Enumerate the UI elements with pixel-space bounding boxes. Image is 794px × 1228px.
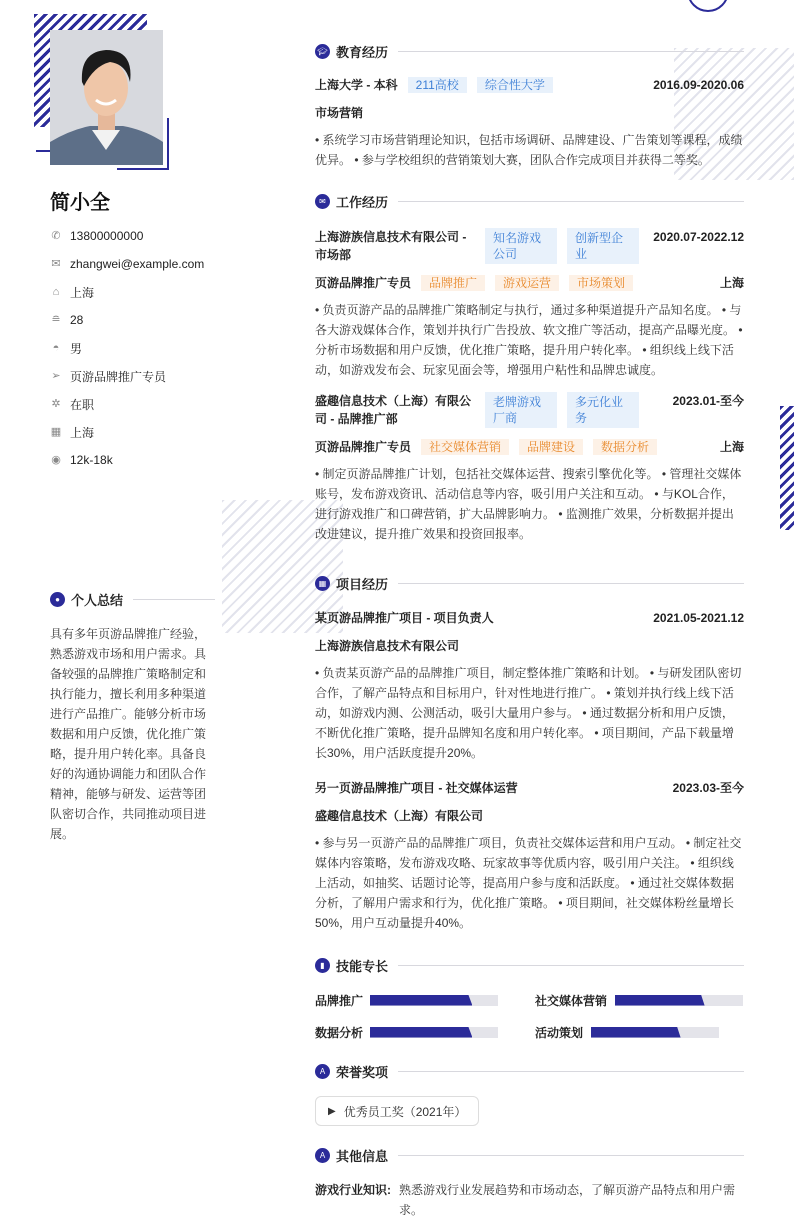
education-item	[315, 76, 744, 170]
expand-triangle-icon: ▶	[328, 1105, 336, 1117]
role-row	[315, 274, 744, 292]
award-label: 优秀员工奖（2021年）	[343, 1104, 467, 1119]
phone-icon: ✆	[51, 230, 61, 242]
description: • 制定页游品牌推广计划，包括社交媒体运营、搜索引擎优化等。 • 管理社交媒体账号，发布游戏资讯、活动信息等内容，吸引用户关注和互动。 • 与KOL合作，进行游戏推广和口碑营销，扩大品牌影响力。 • 监测推广效果，分析数据并提出改进建议，提升推广效果和投资回报率。	[315, 467, 742, 541]
role-wrap	[315, 438, 657, 456]
grid-icon: ▦	[315, 576, 330, 591]
date: 2021.05-2021.12	[653, 611, 744, 625]
send-icon: ➢	[51, 370, 61, 382]
section-title: 工作经历	[336, 195, 389, 210]
section-awards-header	[315, 1062, 744, 1081]
company: 上海游族信息技术有限公司 - 市场部	[315, 230, 467, 262]
home-icon: ⌂	[52, 286, 60, 298]
info-text: zhangwei@example.com	[70, 257, 205, 271]
mail-icon: ✉	[51, 258, 61, 270]
other-text: 熟悉游戏行业发展趋势和市场动态，了解页游产品特点和用户需求。	[399, 1183, 736, 1217]
tag: 游戏运营	[495, 275, 559, 291]
section-other-header	[315, 1146, 744, 1165]
gender-icon: ◓	[52, 342, 60, 354]
skill-item	[535, 1024, 719, 1040]
info-item	[50, 226, 143, 246]
info-item	[50, 450, 113, 470]
skill-bar-fill	[370, 995, 472, 1006]
section-title: 技能专长	[336, 959, 389, 974]
info-item	[50, 282, 94, 302]
city: 上海	[719, 276, 744, 290]
tag: 社交媒体营销	[421, 439, 509, 455]
skill-item	[535, 992, 743, 1008]
info-text: 上海	[70, 425, 95, 440]
tag: 老牌游戏厂商	[485, 392, 557, 428]
date: 2020.07-2022.12	[653, 230, 744, 244]
school: 上海大学 - 本科	[315, 78, 398, 92]
section-education-header	[315, 42, 744, 61]
role: 页游品牌推广专员	[315, 440, 412, 454]
skill-bar	[615, 995, 743, 1006]
section-summary-header	[50, 590, 215, 609]
company-wrap	[315, 228, 639, 264]
tag: 综合性大学	[477, 77, 553, 93]
stripe-decoration	[780, 406, 794, 530]
company: 盛趣信息技术（上海）有限公司 - 品牌推广部	[315, 394, 472, 426]
city: 上海	[719, 440, 744, 454]
info-item	[50, 394, 94, 414]
info-text: 上海	[70, 285, 95, 300]
building-icon: ▦	[50, 426, 62, 438]
skill-item	[315, 992, 498, 1008]
info-item	[50, 338, 82, 358]
info-text: 男	[70, 341, 83, 356]
tag: 创新型企业	[567, 228, 639, 264]
age-icon: ≘	[51, 314, 61, 326]
summary-text: 具有多年页游品牌推广经验，熟悉游戏市场和用户需求。具备较强的品牌推广策略制定和执行能力，擅长利用多种渠道进行产品推广。能够分析市场数据和用户反馈，优化推广策略，提升用户转化率。具备良好的沟通协调能力和团队合作精神，能够与研发、运营等团队密切合作，共同推动项目进展。	[50, 627, 207, 841]
date: 2023.03-至今	[672, 781, 744, 795]
award-icon: A	[315, 1064, 330, 1079]
info-item	[50, 366, 166, 386]
skill-name: 数据分析	[315, 1025, 364, 1040]
other-label: 游戏行业知识:	[315, 1183, 391, 1197]
skill-item	[315, 1024, 498, 1040]
info-text: 12k-18k	[70, 453, 113, 467]
project-header	[315, 779, 744, 797]
work-header	[315, 228, 744, 264]
tag: 品牌建设	[519, 439, 583, 455]
section-title: 其他信息	[336, 1149, 389, 1164]
major: 市场营销	[315, 106, 364, 120]
chart-icon: ▮	[315, 958, 330, 973]
role: 页游品牌推广专员	[315, 276, 412, 290]
work-item	[315, 392, 744, 544]
project-item	[315, 609, 744, 763]
info-text: 13800000000	[70, 229, 144, 243]
info-item	[50, 254, 204, 274]
description: • 参与另一页游产品的品牌推广项目，负责社交媒体运营和用户互动。 • 制定社交媒体内容策略，发布游戏攻略、玩家故事等优质内容，吸引用户关注。 • 组织线上活动，如抽奖、话题讨论等，提高用户参与度和活跃度。 • 通过社交媒体数据分析，了解用户需求和行为，优化推广策略。 • 项目期间，社交媒体粉丝量增长50%，用户互动量提升40%。	[315, 836, 742, 930]
candidate-name: 简小全	[50, 192, 110, 214]
skill-bar-fill	[615, 995, 705, 1006]
description: • 负责页游产品的品牌推广策略制定与执行，通过多种渠道提升产品知名度。 • 与各大游戏媒体合作，策划并执行广告投放、软文推广等活动，提高产品曝光度。 • 分析市场数据和用户反馈，优化推广策略，提升用户转化率。 • 组织线上线下活动，如游戏发布会、玩家见面会等，增强用户粘性和品牌忠诚度。	[315, 303, 743, 377]
project-name: 某页游品牌推广项目 - 项目负责人	[315, 611, 494, 625]
skill-bar	[591, 1027, 719, 1038]
info-icon: A	[315, 1148, 330, 1163]
skill-name: 品牌推广	[315, 993, 364, 1008]
work-header	[315, 392, 744, 428]
description: • 系统学习市场营销理论知识，包括市场调研、品牌建设、广告策划等课程，成绩优异。 • 参与学校组织的营销策划大赛，团队合作完成项目并获得二等奖。	[315, 133, 743, 167]
date: 2023.01-至今	[672, 394, 744, 408]
tag: 品牌推广	[421, 275, 485, 291]
info-item	[50, 422, 94, 442]
tag: 211高校	[408, 77, 467, 93]
work-item	[315, 228, 744, 380]
role-wrap	[315, 274, 633, 292]
section-skills-header	[315, 956, 744, 975]
role-row	[315, 438, 744, 456]
section-title: 荣誉奖项	[336, 1065, 389, 1080]
tag: 市场策划	[569, 275, 633, 291]
salary-icon: ◉	[51, 454, 61, 466]
skill-bar	[370, 995, 498, 1006]
section-title: 项目经历	[336, 577, 389, 592]
skill-bar-fill	[370, 1027, 472, 1038]
info-item	[50, 310, 83, 330]
section-title: 教育经历	[336, 45, 389, 60]
date: 2016.09-2020.06	[653, 78, 744, 92]
company-wrap	[315, 392, 639, 428]
tag: 数据分析	[593, 439, 657, 455]
briefcase-icon: ✉	[315, 194, 330, 209]
user-icon: ●	[50, 592, 65, 607]
section-projects-header	[315, 574, 744, 593]
info-text: 页游品牌推广专员	[70, 369, 167, 384]
section-work-header	[315, 192, 744, 211]
info-text: 在职	[70, 397, 95, 412]
project-org: 上海游族信息技术有限公司	[315, 639, 460, 653]
project-name: 另一页游品牌推广项目 - 社交媒体运营	[315, 781, 518, 795]
tag: 多元化业务	[567, 392, 639, 428]
project-header	[315, 609, 744, 627]
skill-bar-fill	[591, 1027, 681, 1038]
avatar	[50, 30, 163, 165]
award-item[interactable]	[315, 1096, 479, 1126]
project-item	[315, 779, 744, 933]
description: • 负责某页游产品的品牌推广项目，制定整体推广策略和计划。 • 与研发团队密切合作，了解产品特点和目标用户，针对性地进行推广。 • 策划并执行线上线下活动，如游戏内测、公测活动，吸引大量用户参与。 • 通过数据分析和用户反馈，不断优化推广策略，提升品牌知名度和用户转化率。 • 项目期间，产品下载量增长30%，用户活跃度提升20%。	[315, 666, 742, 760]
skill-bar	[370, 1027, 498, 1038]
info-text: 28	[70, 313, 84, 327]
other-item	[315, 1180, 744, 1220]
skill-name: 社交媒体营销	[535, 993, 608, 1008]
status-icon: ✲	[51, 398, 61, 410]
section-title: 个人总结	[71, 593, 124, 608]
project-org: 盛趣信息技术（上海）有限公司	[315, 809, 484, 823]
tag: 知名游戏公司	[485, 228, 557, 264]
top-circle-decoration	[687, 0, 729, 12]
graduation-cap-icon: 🎓︎	[315, 44, 330, 59]
skill-name: 活动策划	[535, 1025, 584, 1040]
